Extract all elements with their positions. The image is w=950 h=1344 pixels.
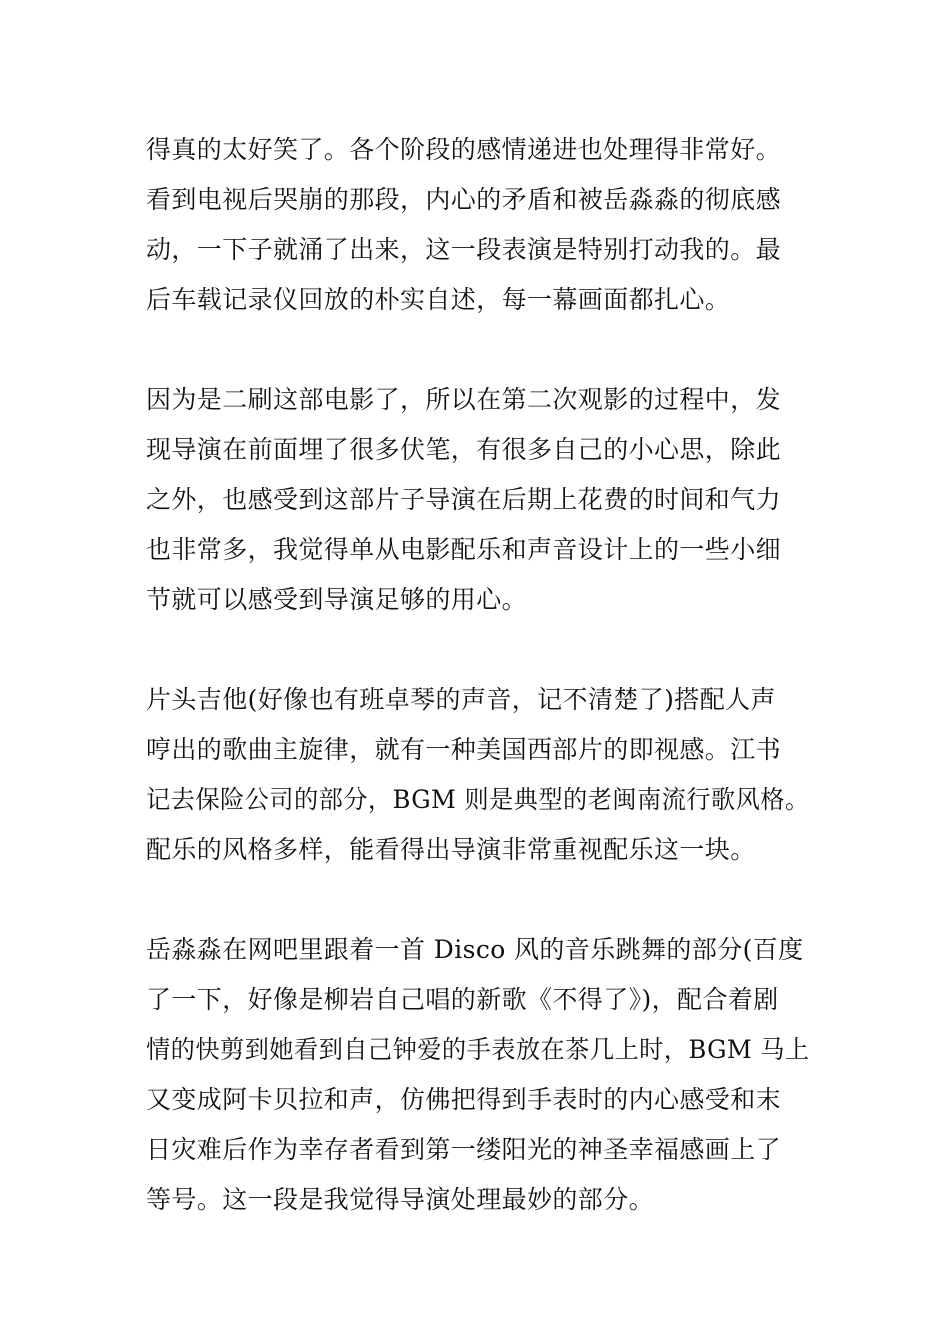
text-line: 动，一下子就涌了出来，这一段表演是特别打动我的。最 [146,235,782,264]
text-line: 节就可以感受到导演足够的用心。 [146,585,528,614]
text-line: 配乐的风格多样，能看得出导演非常重视配乐这一块。 [146,835,756,864]
text-line: 之外，也感受到这部片子导演在后期上花费的时间和气力 [146,485,782,514]
text-line: 看到电视后哭崩的那段，内心的矛盾和被岳淼淼的彻底感 [146,185,782,214]
text-line: 岳淼淼在网吧里跟着一首 Disco 风的音乐跳舞的部分(百度 [146,935,804,964]
text-line: 了一下，好像是柳岩自己唱的新歌《不得了》)，配合着剧 [146,985,779,1014]
text-line: 现导演在前面埋了很多伏笔，有很多自己的小心思，除此 [146,435,782,464]
text-line: 日灾难后作为幸存者看到第一缕阳光的神圣幸福感画上了 [146,1135,782,1164]
text-line: 哼出的歌曲主旋律，就有一种美国西部片的即视感。江书 [146,735,782,764]
text-line: 后车载记录仪回放的朴实自述，每一幕画面都扎心。 [146,285,731,314]
text-line: 等号。这一段是我觉得导演处理最妙的部分。 [146,1185,655,1214]
text-line: 又变成阿卡贝拉和声，仿佛把得到手表时的内心感受和末 [146,1085,782,1114]
text-line: 也非常多，我觉得单从电影配乐和声音设计上的一些小细 [146,535,782,564]
text-line: 因为是二刷这部电影了，所以在第二次观影的过程中，发 [146,385,782,414]
text-line: 记去保险公司的部分，BGM 则是典型的老闽南流行歌风格。 [146,785,810,814]
text-line: 情的快剪到她看到自己钟爱的手表放在茶几上时，BGM 马上 [146,1035,810,1064]
text-line: 得真的太好笑了。各个阶段的感情递进也处理得非常好。 [146,135,782,164]
text-line: 片头吉他(好像也有班卓琴的声音，记不清楚了)搭配人声 [146,685,776,714]
